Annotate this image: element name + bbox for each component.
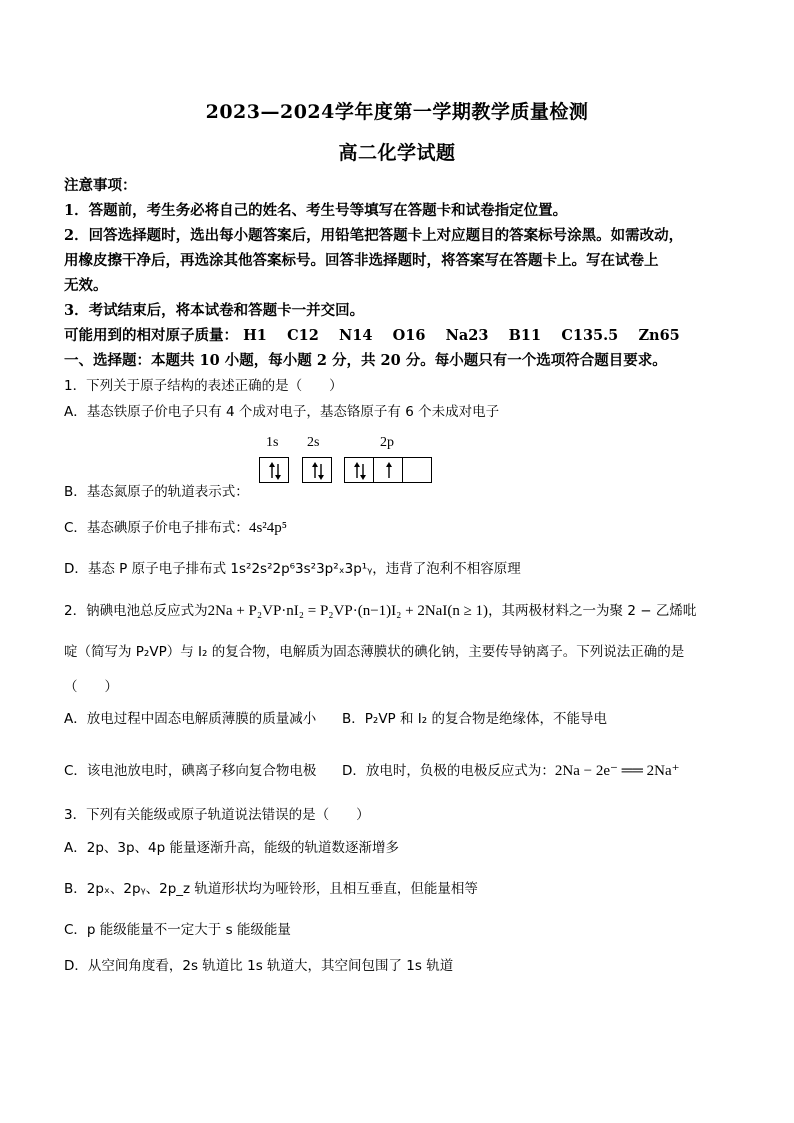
orbital-box-2p-1 (344, 457, 374, 483)
notice-item-2-line-2: 用橡皮擦干净后，再选涂其他答案标号。回答非选择题时，将答案写在答题卡上。写在试卷上 (64, 252, 659, 269)
q2-stem-line-3: （ ） (64, 679, 118, 695)
orbital-label-2p: 2p (380, 435, 394, 450)
notice-item-2-line-1: 2．回答选择题时，选出每小题答案后，用铅笔把答题卡上对应题目的答案标号涂黑。如需改动， (64, 227, 684, 244)
q2-stem-line-1 (64, 599, 696, 620)
q3-option-d: D．从空间角度看，2s 轨道比 1s 轨道大，其空间包围了 1s 轨道 (64, 958, 454, 974)
q2-stem-line-2: 啶（简写为 P₂VP）与 I₂ 的复合物，电解质为固态薄膜状的碘化钠，主要传导钠离子。下列说法正确的是 (64, 644, 685, 660)
q1-option-b: B．基态氮原子的轨道表示式： (64, 484, 249, 500)
q2-option-d (342, 759, 680, 780)
atomic-mass-c: C12 (287, 327, 319, 344)
notice-item-2-line-3: 无效。 (64, 277, 108, 294)
atomic-mass-cl: C135.5 (561, 327, 619, 344)
up-arrow-icon (374, 458, 404, 484)
q1-option-d (64, 557, 521, 577)
q3-stem: 3．下列有关能级或原子轨道说法错误的是（ ） (64, 807, 370, 823)
q2-option-a: A．放电过程中固态电解质薄膜的质量减小 (64, 711, 317, 727)
q3-option-b: B．2pₓ、2pᵧ、2p_z 轨道形状均为哑铃形，且相互垂直，但能量相等 (64, 881, 478, 897)
orbital-box-1s (259, 457, 289, 483)
paired-arrows-icon (260, 458, 290, 484)
paired-arrows-icon (303, 458, 333, 484)
orbital-box-2s (302, 457, 332, 483)
orbital-label-2s: 2s (307, 435, 320, 450)
q2-electrode-equation: 2Na − 2e⁻ ══ 2Na⁺ (554, 763, 680, 779)
atomic-mass-o: O16 (392, 327, 426, 344)
q2-stem-prefix: 2．钠碘电池总反应式为 (64, 603, 208, 619)
atomic-mass-h: H1 (243, 327, 267, 344)
q2-total-equation: 2Na + P₂VP·nI₂ = P₂VP·(n−1)I₂ + 2NaI(n ≥ 1) (207, 603, 489, 619)
notice-item-1: 1．答题前，考生务必将自己的姓名、考生号等填写在答题卡和试卷指定位置。 (64, 202, 568, 219)
atomic-masses-line (64, 324, 680, 345)
exam-subtitle: 高二化学试题 (338, 142, 456, 164)
q3-option-c: C．p 能级能量不一定大于 s 能级能量 (64, 922, 291, 938)
atomic-mass-b: B11 (508, 327, 542, 344)
orbital-box-2p-3 (402, 457, 432, 483)
q3-option-a: A．2p、3p、4p 能量逐渐升高，能级的轨道数逐渐增多 (64, 840, 400, 856)
atomic-mass-na: Na23 (445, 327, 489, 344)
q2-option-d-text: D．放电时，负极的电极反应式为： (342, 763, 555, 779)
notice-heading: 注意事项： (64, 177, 137, 194)
atomic-masses-label: 可能用到的相对原子质量： (64, 327, 238, 344)
paired-arrows-icon (345, 458, 375, 484)
q1-option-d-text: ，违背了泡利不相容原理 (372, 561, 521, 577)
iodine-configuration: 4s²4p⁵ (248, 520, 288, 536)
orbital-box-2p-2 (373, 457, 403, 483)
q1-option-c-text: C．基态碘原子价电子排布式： (64, 520, 249, 536)
q2-option-c: C．该电池放电时，碘离子移向复合物电极 (64, 763, 317, 779)
exam-title: 2023—2024学年度第一学期教学质量检测 (205, 101, 589, 123)
q1-option-d-config: D．基态 P 原子电子排布式 1s²2s²2p⁶3s²3p²ₓ3p¹ᵧ (64, 561, 373, 577)
orbital-label-1s: 1s (266, 435, 279, 450)
notice-item-3: 3．考试结束后，将本试卷和答题卡一并交回。 (64, 302, 365, 319)
atomic-mass-n: N14 (338, 327, 373, 344)
q2-stem-suffix: ，其两极材料之一为聚 2 − 乙烯吡 (488, 603, 697, 619)
section-1-heading: 一、选择题：本题共 10 小题，每小题 2 分，共 20 分。每小题只有一个选项符合题目要求。 (64, 352, 667, 369)
q2-option-b: B．P₂VP 和 I₂ 的复合物是绝缘体，不能导电 (342, 711, 607, 727)
q1-option-a: A．基态铁原子价电子只有 4 个成对电子，基态铬原子有 6 个未成对电子 (64, 404, 500, 420)
q1-stem: 1．下列关于原子结构的表述正确的是（ ） (64, 378, 343, 394)
q1-option-c (64, 516, 287, 537)
atomic-mass-zn: Zn65 (638, 327, 680, 344)
